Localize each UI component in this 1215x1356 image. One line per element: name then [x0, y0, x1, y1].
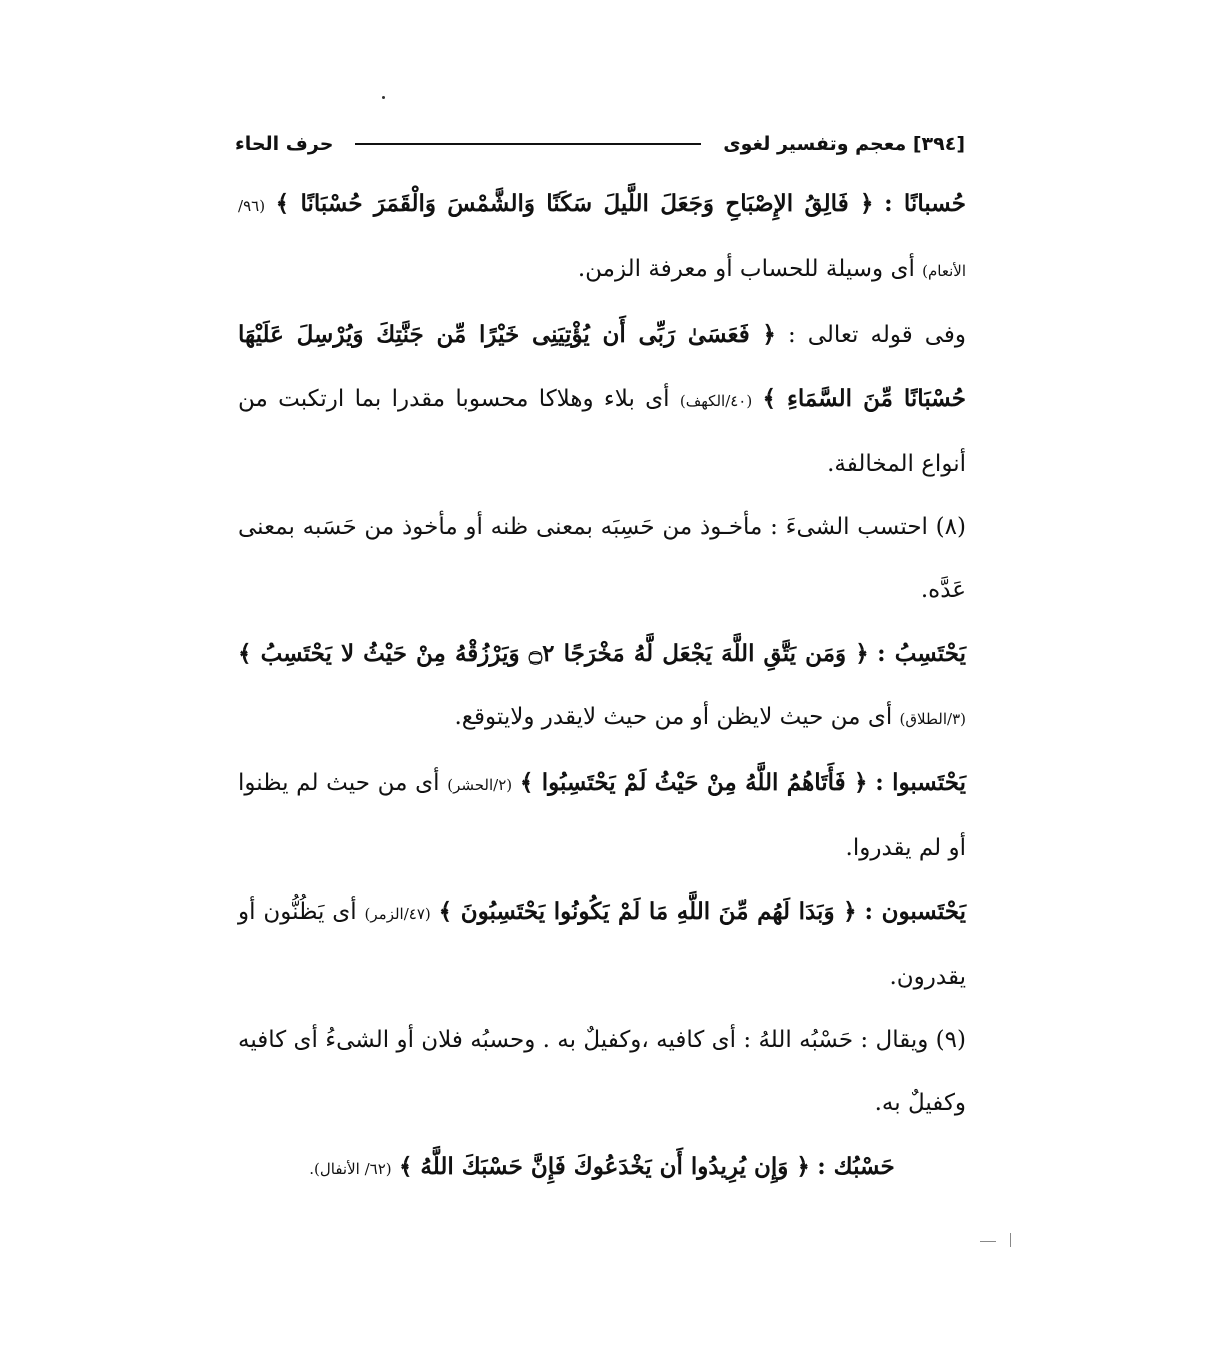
verse-reference: (٦٢/ الأنفال).: [309, 1160, 392, 1178]
quran-verse: ﴿ وَمَن يَتَّقِ اللَّهَ يَجْعَل لَّهُ مَخْرَجًا ۝٢ وَيَرْزُقْهُ مِنْ حَيْثُ لا يَحْتَسِبُ ﴾: [238, 640, 869, 667]
entry-lead: وفى قوله تعالى :: [787, 322, 967, 348]
running-header: [235, 128, 965, 160]
verse-reference: (٢/الحشر): [447, 776, 513, 794]
section-title: حرف الحاء: [235, 133, 334, 155]
entry-explanation: أى من حيث لايظن أو من حيث لايقدر ولايتوقع.: [454, 704, 893, 730]
page-body: [238, 172, 966, 1201]
quran-verse: ﴿ فَأَتَاهُمُ اللَّهُ مِنْ حَيْثُ لَمْ يَحْتَسِبُوا ﴾: [519, 769, 868, 796]
entry-husbanan: [238, 172, 966, 303]
entry-term: يَحْتَسبوا :: [875, 769, 967, 796]
entry-term: حُسبانًا :: [884, 190, 967, 217]
entry-yahtasib: [238, 622, 966, 751]
entry-yahtasibu: [238, 751, 966, 880]
entry-explanation: أى وسيلة للحساب أو معرفة الزمن.: [577, 256, 915, 282]
verse-reference: (٣/الطلاق): [899, 710, 966, 728]
header-rule: [355, 143, 701, 145]
book-title: [٣٩٤] معجم وتفسير لغوى: [723, 133, 965, 155]
entry-term: يَحْتَسبون :: [864, 898, 967, 925]
quran-verse: ﴿ وَبَدَا لَهُم مِّنَ اللَّهِ مَا لَمْ يَكُونُوا يَحْتَسِبُونَ ﴾: [438, 898, 857, 925]
entry-explanation: أى من حيث لم يظنوا أو لم يقدروا.: [238, 770, 966, 861]
entry-explanation: أى يَظُنُّون أو يقدرون.: [238, 899, 966, 990]
entry-hasbuka: [238, 1135, 966, 1201]
entry-explanation: (٨) احتسب الشىءَ : مأخـوذ من حَسِبَه بمعنى ظنه أو مأخوذ من حَسَبه بمعنى عَدَّه.: [238, 514, 966, 603]
verse-reference: (٤٧/الزمر): [364, 905, 431, 923]
entry-yahtasibun: [238, 880, 966, 1009]
entry-explanation: أى بلاء وهلاكا محسوبا مقدرا بما ارتكبت من أنواع المخالفة.: [238, 386, 966, 477]
entry-term: يَحْتَسِبُ :: [877, 640, 966, 667]
scan-margin-mark: [980, 1241, 996, 1242]
verse-reference: (٩٦/الأنعام): [238, 197, 966, 280]
entry-kahf-verse: [238, 303, 966, 496]
quran-verse: ﴿ فَعَسَىٰ رَبِّى أَن يُؤْتِيَنِى خَيْرًا مِّن جَنَّتِكَ وَيُرْسِلَ عَلَيْهَا حُسْبَانًا مِّنَ السَّمَاءِ ﴾: [238, 321, 966, 412]
entry-ihtasaba: [238, 496, 966, 622]
verse-reference: (٤٠/الكهف): [679, 392, 753, 410]
entry-hasbuhu: [238, 1009, 966, 1135]
entry-term: حَسْبُك :: [817, 1153, 895, 1180]
scan-margin-mark: [1010, 1233, 1011, 1247]
quran-verse: ﴿ وَإِن يُرِيدُوا أَن يَخْدَعُوكَ فَإِنَّ حَسْبَكَ اللَّهُ ﴾: [398, 1153, 810, 1180]
quran-verse: ﴿ فَالِقُ الإِصْبَاحِ وَجَعَلَ اللَّيلَ سَكَنًا وَالشَّمْسَ وَالْقَمَرَ حُسْبَانًا ﴾: [275, 190, 874, 217]
scan-speck: [382, 96, 385, 99]
entry-explanation: (٩) ويقال : حَسْبُه اللهُ : أى كافيه ،وكفيلٌ به . وحسبُه فلان أو الشىءُ أى كافيه وكفيلٌ به.: [238, 1027, 966, 1116]
